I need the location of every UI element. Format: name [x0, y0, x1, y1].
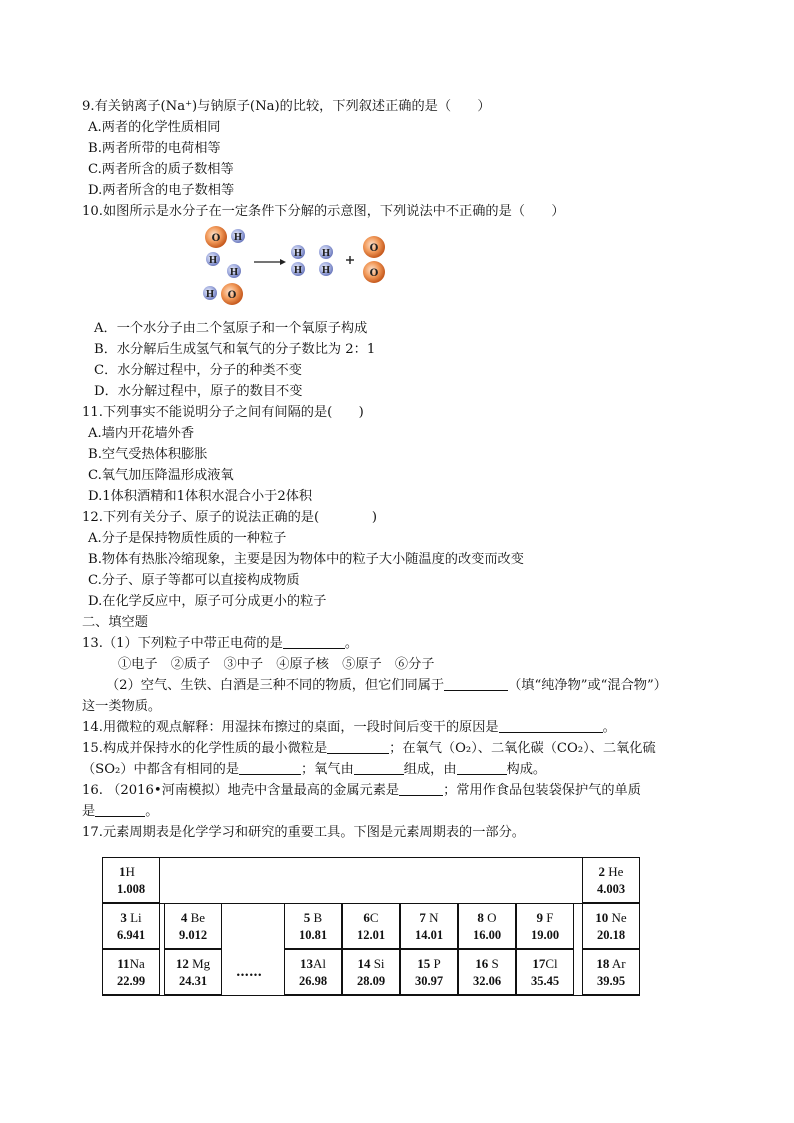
table-ellipsis: …… [236, 965, 262, 980]
element-cell-p: 15 P 30.97 [400, 949, 458, 995]
plus-sign [346, 256, 354, 264]
section-heading-fill-in: 二、填空题 [82, 615, 148, 630]
q15-answer-blank-1[interactable] [327, 739, 389, 754]
svg-text:O: O [227, 290, 237, 301]
water-decomposition-svg [200, 224, 400, 316]
q15-answer-blank-2[interactable] [239, 760, 301, 775]
element-cell-f: 9 F 19.00 [516, 903, 574, 949]
table-row-divider [102, 903, 640, 904]
q10-option-b: B．水分解后生成氢气和氧气的分子数比为 2：1 [94, 342, 376, 357]
svg-text:H: H [321, 249, 331, 259]
water-molecule-1 [205, 226, 245, 266]
hydrogen-molecules [291, 245, 333, 276]
svg-text:H: H [205, 290, 215, 300]
table-bottom-border [102, 995, 640, 996]
q13-part1: 13.（1）下列粒子中带正电荷的是 。 [82, 636, 358, 651]
q13-part2: （2）空气、生铁、白酒是三种不同的物质，但它们同属于 （填“纯净物”或“混合物”） [106, 678, 667, 693]
q10-stem: 10.如图所示是水分子在一定条件下分解的示意图，下列说法中不正确的是（ ） [82, 204, 565, 219]
q13-choices: ①电子 ②质子 ③中子 ④原子核 ⑤原子 ⑥分子 [118, 657, 435, 672]
q15-line2: （SO₂）中都含有相同的是 ；氧气由 组成，由 构成。 [82, 762, 547, 777]
element-cell-h: 1H 1.008 [102, 857, 160, 903]
q16-line2: 是 。 [82, 804, 159, 819]
element-cell-cl: 17Cl 35.45 [516, 949, 574, 995]
element-cell-ar: 18 Ar 39.95 [582, 949, 640, 995]
element-cell-al: 13Al 26.98 [284, 949, 342, 995]
oxygen-molecule [363, 236, 385, 283]
q16-answer-blank-2[interactable] [95, 802, 145, 817]
element-cell-c: 6C 12.01 [342, 903, 400, 949]
q9-stem: 9.有关钠离子(Na⁺)与钠原子(Na)的比较，下列叙述正确的是（ ） [82, 99, 491, 114]
q9-option-c: C.两者所含的质子数相等 [88, 162, 234, 177]
periodic-table-excerpt [102, 857, 642, 999]
q13-answer-blank-2[interactable] [444, 676, 508, 691]
q13-part2-cont: 这一类物质。 [82, 699, 162, 714]
element-cell-s: 16 S 32.06 [458, 949, 516, 995]
svg-text:O: O [211, 233, 221, 244]
q11-option-c: C.氧气加压降温形成液氧 [88, 468, 234, 483]
svg-text:H: H [229, 268, 239, 278]
svg-text:H: H [208, 256, 218, 266]
q16-line1: 16. （2016•河南模拟）地壳中含量最高的金属元素是 ；常用作食品包装袋保护气的单质 [82, 783, 641, 798]
q17-stem: 17.元素周期表是化学学习和研究的重要工具。下图是元素周期表的一部分。 [82, 825, 525, 840]
table-top-border [160, 857, 582, 904]
svg-text:H: H [293, 249, 303, 259]
q15-answer-blank-4[interactable] [457, 760, 507, 775]
element-cell-mg: 12 Mg 24.31 [164, 949, 222, 995]
q12-stem: 12.下列有关分子、原子的说法正确的是( ) [82, 510, 378, 525]
q11-option-d: D.1体积酒精和1体积水混合小于2体积 [88, 489, 313, 504]
element-cell-n: 7 N 14.01 [400, 903, 458, 949]
element-cell-na: 11Na 22.99 [102, 949, 160, 995]
water-decomposition-diagram [82, 222, 722, 318]
element-cell-si: 14 Si 28.09 [342, 949, 400, 995]
q14: 14.用微粒的观点解释：用湿抹布擦过的桌面，一段时间后变干的原因是 。 [82, 720, 616, 735]
svg-text:H: H [233, 233, 243, 243]
q12-option-b: B.物体有热胀冷缩现象，主要是因为物体中的粒子大小随温度的改变而改变 [88, 552, 524, 567]
svg-text:O: O [369, 268, 379, 279]
q9-option-b: B.两者所带的电荷相等 [88, 141, 221, 156]
q16-answer-blank-1[interactable] [399, 781, 443, 796]
element-cell-o: 8 O 16.00 [458, 903, 516, 949]
q11-option-b: B.空气受热体积膨胀 [88, 447, 208, 462]
water-molecule-2 [203, 264, 243, 305]
q11-stem: 11.下列事实不能说明分子之间有间隔的是( ) [82, 405, 364, 420]
q13-answer-blank-1[interactable] [283, 634, 345, 649]
q9-option-d: D.两者所含的电子数相等 [88, 183, 235, 198]
q11-option-a: A.墙内开花墙外香 [88, 426, 195, 441]
q10-option-d: D．水分解过程中，原子的数目不变 [94, 384, 303, 399]
element-cell-li: 3 Li 6.941 [102, 903, 160, 949]
svg-text:H: H [293, 266, 303, 276]
worksheet-page [82, 96, 722, 999]
q10-option-c: C．水分解过程中，分子的种类不变 [94, 363, 302, 378]
element-cell-be: 4 Be 9.012 [164, 903, 222, 949]
svg-text:H: H [321, 266, 331, 276]
element-cell-ne: 10 Ne 20.18 [582, 903, 640, 949]
q10-option-a: A．一个水分子由二个氢原子和一个氧原子构成 [94, 321, 368, 336]
q15-line1: 15.构成并保持水的化学性质的最小微粒是 ；在氧气（O₂）、二氧化碳（CO₂）、二氧化硫 [82, 741, 656, 756]
svg-text:O: O [369, 243, 379, 254]
element-cell-b: 5 B 10.81 [284, 903, 342, 949]
q15-answer-blank-3[interactable] [354, 760, 404, 775]
q9-option-a: A.两者的化学性质相同 [88, 120, 221, 135]
q14-answer-blank[interactable] [499, 718, 603, 733]
reaction-arrow [254, 259, 286, 265]
element-cell-he: 2 He 4.003 [582, 857, 640, 903]
q12-option-d: D.在化学反应中，原子可分成更小的粒子 [88, 594, 327, 609]
q12-option-c: C.分子、原子等都可以直接构成物质 [88, 573, 300, 588]
q12-option-a: A.分子是保持物质性质的一种粒子 [88, 531, 287, 546]
